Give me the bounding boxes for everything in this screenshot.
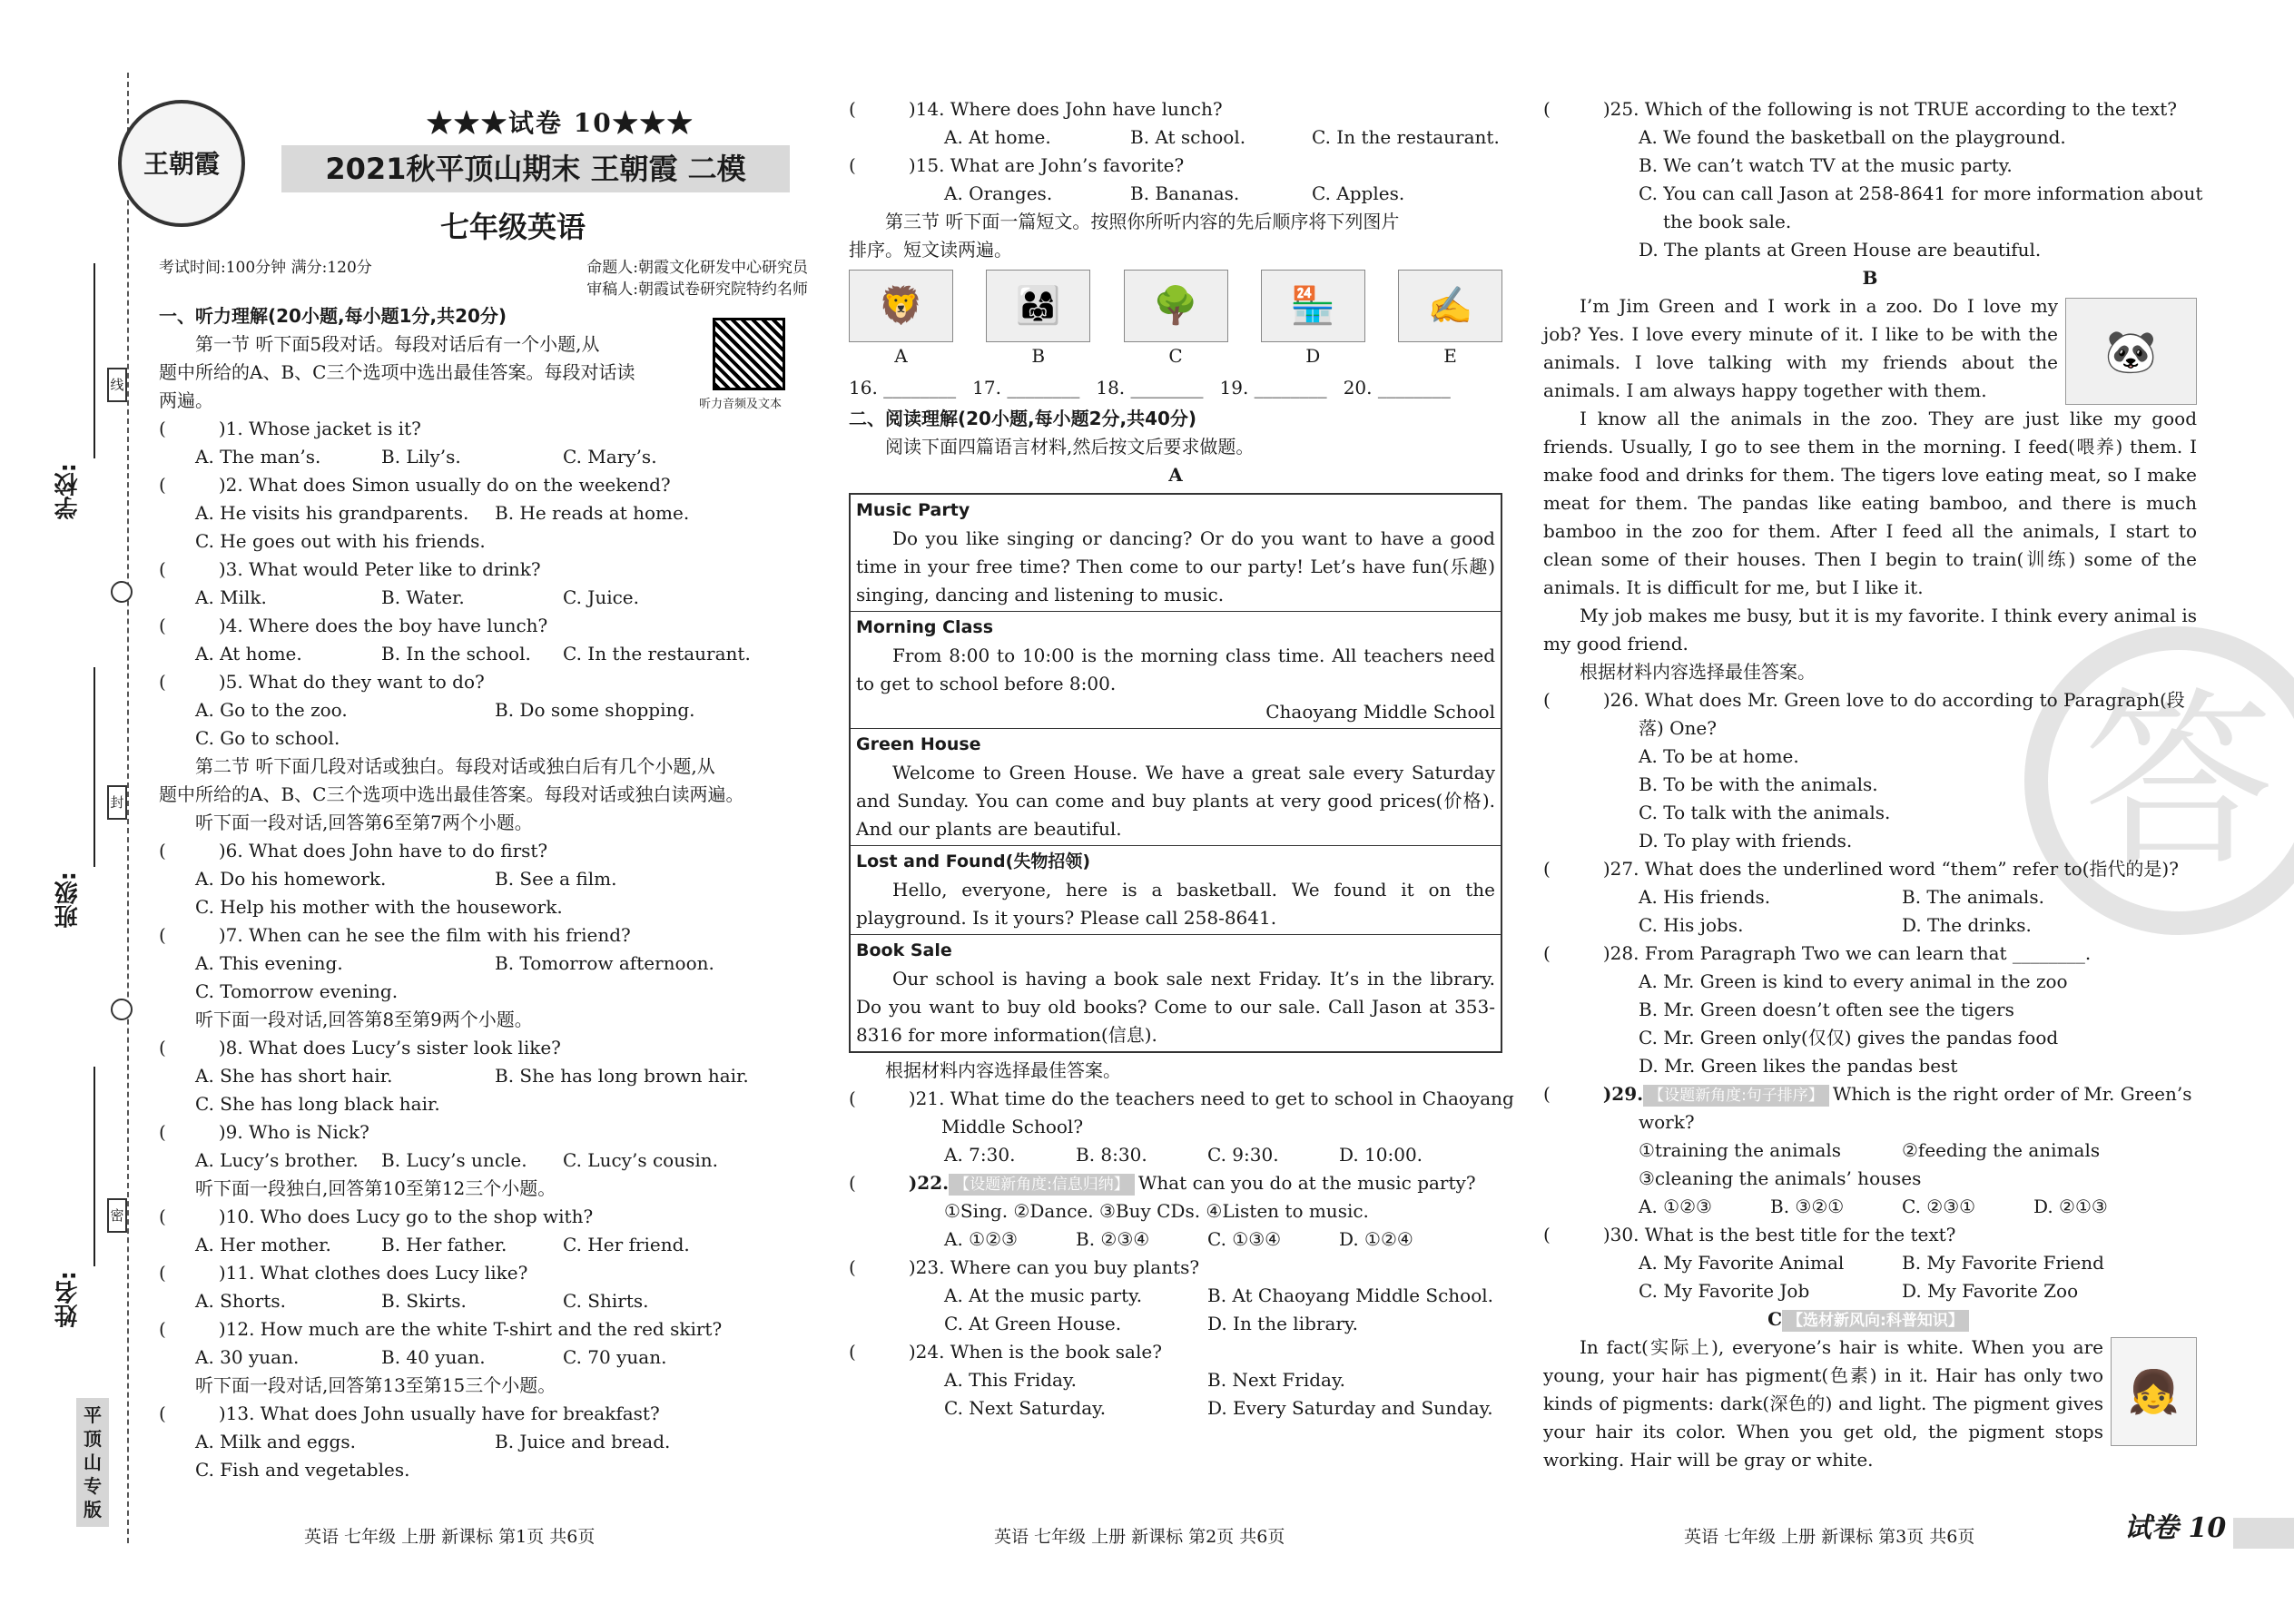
blank-17[interactable]: 17. ________ <box>972 377 1080 399</box>
options: A. She has short hair. B. She has long brown hair. <box>195 1065 749 1087</box>
qr-caption: 听力音频及文本 <box>699 398 783 411</box>
options: C. At Green House. D. In the library. <box>944 1313 1358 1334</box>
exam-banner-title: 2021秋平顶山期末 王朝霞 二模 <box>281 145 790 192</box>
blank-20[interactable]: 20. ________ <box>1343 377 1451 399</box>
column-3: ( )25. Which of the following is not TRUE according to the text? A. We found the basketball on the playground. B. We can’t watch TV at the music party. C. You can call Jason at 258-8641 for more information about the book sale. D. The plants at Green House are beautiful. B 🐼 I’m Jim Green and I work in a zoo. Do I love my job? Yes. I love every minute of it. I like to be with the animals. I love talking with my friends about the animals. I am always happy together with them. I know all the animals in the zoo. They are just like my good friends. Usually, I go to see them in the morning. I feed(喂养) them. I make food and drinks for them. The tigers love eating meat, so I make meat for them. The pandas like eating bamboo, and there is much bamboo in the zoo for them. After I feed all the animals, I start to clean some of their houses. Then I begin to train(训练) some of the animals. It is difficult for me, but I like it. My job makes me busy, but it is my favorite. I think every animal is my good friend. 根据材料内容选择最佳答案。 ( )26. What does Mr. Green love to do according to Paragraph(段 落) One? A. To be at home. B. To be with the animals. C. To talk with the animals. D. To play with friends. ( )27. What does the underlined word “them” refer to(指代的是)? A. His friends. B. The animals. C. His jobs. D. The drinks. ( )28. From Paragraph Two we can learn that ________. A. Mr. Green is kind to every animal in the zoo B. Mr. Green doesn’t often see the tigers C. Mr. Green only(仅仅) gives the pandas food D. Mr. Green likes the pandas best ( )29. 【设题新角度:句子排序】 Which is the right order of Mr. Green’s work? ①training the animals ②feeding the animals ③cleaning the animals’ houses A. ①②③ B. ③②① C. ②③① D. ②①③ ( )30. What is the best title for the text? A. My Favorite Animal B. My Favorite Friend C. My Favorite Job D. My Favorite Zoo C 【选材新风向:科普知识】 👧 In fact(实际上), everyone’s hair is white. When you are young, your hair has pigment(色素) in it. Hair has only two kinds of pigments: dark(深色的) and light. The pigment gives your hair its color. When you get old, the pigment stops working. Hair will be gray or white. <box>1543 95 2197 1474</box>
order-blanks <box>849 374 1502 405</box>
park-icon: 🌳 <box>1124 270 1228 342</box>
options: A. At home. B. At school. C. In the restaurant. <box>944 126 1500 148</box>
material-tag: 【选材新风向:科普知识】 <box>1782 1310 1969 1332</box>
question-12: ( )12. How much are the white T-shirt and the red skirt? <box>159 1318 723 1340</box>
passage-label: A <box>1168 464 1183 486</box>
paragraph: In fact(实际上), everyone’s hair is white. When you are young, your hair has pigment(色素) in it. Hair has only two kinds of pigments: dark(深色的) and light. The pigment gives your hair its color. When you get old, the pigment stops working. Hair will be gray or white. <box>1543 1336 2103 1471</box>
exam-info <box>159 257 808 300</box>
options: A. Her mother. B. Her father. C. Her friend. <box>195 1234 690 1255</box>
instruction: 阅读下面四篇语言材料,然后按文后要求做题。 <box>885 436 1255 458</box>
options: A. 30 yuan. B. 40 yuan. C. 70 yuan. <box>195 1346 667 1368</box>
passage-label-c: C 【选材新风向:科普知识】 <box>1543 1305 2197 1334</box>
notice-lost-found: Lost and Found(失物招领) Hello, everyone, here is a basketball. We found it on the playground. Is it yours? Please call 258-8641. <box>851 846 1501 935</box>
instruction: 题中所给的A、B、C三个选项中选出最佳答案。每段对话或独白读两遍。 <box>159 783 744 805</box>
question-22: ( )22. 【设题新角度:信息归纳】 What can you do at the music party? <box>849 1172 1476 1194</box>
notice-green-house: Green House Welcome to Green House. We have a great sale every Saturday and Sunday. You can come and buy plants at very good prices(价格). And our plants are beautiful. <box>851 729 1501 846</box>
options: A. The man’s. B. Lily’s. C. Mary’s. <box>195 446 657 468</box>
reviewer: 审稿人:朝霞试卷研究院特约名师 <box>586 281 808 299</box>
footer-page-2: 英语 七年级 上册 新课标 第2页 共6页 <box>994 1527 1285 1547</box>
author: 命题人:朝霞文化研发中心研究员 <box>586 259 808 277</box>
new-angle-tag: 【设题新角度:句子排序】 <box>1643 1085 1829 1107</box>
school-label: 学校: <box>54 463 82 520</box>
question-14: ( )14. Where does John have lunch? <box>849 98 1223 120</box>
section-heading: 一、听力理解(20小题,每小题1分,共20分) <box>159 305 507 327</box>
option[interactable]: C. Help his mother with the housework. <box>195 896 563 918</box>
options: A. At home. B. In the school. C. In the restaurant. <box>195 643 751 664</box>
options: A. This evening. B. Tomorrow afternoon. <box>195 952 714 974</box>
question-15: ( )15. What are John’s favorite? <box>849 154 1185 176</box>
binding-hole-icon <box>111 999 133 1020</box>
question-10: ( )10. Who does Lucy go to the shop with? <box>159 1206 594 1227</box>
question-23: ( )23. Where can you buy plants? <box>849 1256 1200 1278</box>
passage-b <box>1543 292 2197 658</box>
notice-music-party: Music Party Do you like singing or dancing? Or do you want to have a good time in your free time? Then come to our party! Let’s have fun(乐趣) singing, dancing and listening to music. <box>851 495 1501 612</box>
options: A. Go to the zoo. B. Do some shopping. <box>195 699 695 721</box>
options: A. This Friday. B. Next Friday. <box>944 1369 1345 1391</box>
instruction: 第一节 听下面5段对话。每段对话后有一个小题,从 <box>195 333 600 355</box>
picture-d: 🏪 D <box>1261 270 1365 374</box>
picture-e: ✍ E <box>1398 270 1502 374</box>
cut-line <box>127 73 129 1543</box>
paper-tag: 试卷 10 <box>2124 1512 2227 1544</box>
instruction: 题中所给的A、B、C三个选项中选出最佳答案。每段对话读 <box>159 361 635 383</box>
watermark-seal-icon: 答 <box>2024 626 2294 935</box>
seal-mark-dense: 密 <box>107 1198 127 1233</box>
blank-19[interactable]: 19. ________ <box>1219 377 1327 399</box>
question-13: ( )13. What does John usually have for breakfast? <box>159 1403 660 1424</box>
options: A. 7:30. B. 8:30. C. 9:30. D. 10:00. <box>944 1144 1423 1166</box>
paragraph: My job makes me busy, but it is my favorite. I think every animal is my good friend. <box>1543 605 2197 655</box>
tag-bar <box>2233 1518 2294 1549</box>
options: A. My Favorite Animal B. My Favorite Friend <box>1639 1252 2104 1274</box>
passage-c <box>1543 1334 2197 1474</box>
writing-girl-icon: ✍ <box>1398 270 1502 342</box>
paragraph: I know all the animals in the zoo. They are just like my good friends. Usually, I go to see them in the morning. I feed(喂养) them. I make food and drinks for them. The tigers love eating meat, so I make meat for them. The pandas like eating bamboo, and there is much bamboo in the zoo for them. After I feed all the animals, I start to clean some of their houses. Then I begin to train(训练) some of the animals. It is difficult for me, but I like it. <box>1543 408 2197 598</box>
blank-18[interactable]: 18. ________ <box>1096 377 1204 399</box>
option[interactable]: C. Tomorrow evening. <box>195 980 399 1002</box>
question-3: ( )3. What would Peter like to drink? <box>159 558 541 580</box>
passage-label: B <box>1862 267 1878 289</box>
option[interactable]: C. Fish and vegetables. <box>195 1459 410 1481</box>
question-11: ( )11. What clothes does Lucy like? <box>159 1262 528 1284</box>
edition-badge: 平顶山专版 <box>76 1398 109 1527</box>
blank-16[interactable]: 16. ________ <box>849 377 957 399</box>
instruction: 根据材料内容选择最佳答案。 <box>885 1059 1121 1081</box>
class-label: 班级: <box>54 871 82 929</box>
question-5: ( )5. What do they want to do? <box>159 671 485 693</box>
seal-mark-seal: 封 <box>107 785 127 820</box>
option[interactable]: C. She has long black hair. <box>195 1093 440 1115</box>
instruction: 两遍。 <box>159 389 213 411</box>
option[interactable]: C. He goes out with his friends. <box>195 530 486 552</box>
instruction: 听下面一段独白,回答第10至第12三个小题。 <box>195 1177 556 1199</box>
instruction: 听下面一段对话,回答第6至第7两个小题。 <box>195 812 533 833</box>
order-items: ①training the animals ②feeding the animals <box>1639 1139 2101 1161</box>
name-label: 姓名: <box>54 1271 82 1328</box>
options: A. ①②③ B. ③②① C. ②③① D. ②①③ <box>1639 1196 2108 1217</box>
school-field[interactable] <box>94 263 95 458</box>
instruction: 根据材料内容选择最佳答案。 <box>1580 661 1816 683</box>
section-heading: 二、阅读理解(20小题,每小题2分,共40分) <box>849 408 1197 429</box>
binding-hole-icon <box>111 581 133 603</box>
question-9: ( )9. Who is Nick? <box>159 1121 369 1143</box>
picture-b: 👨‍👩‍👧 B <box>986 270 1090 374</box>
question-1: ( )1. Whose jacket is it? <box>159 418 421 439</box>
instruction: 听下面一段对话,回答第8至第9两个小题。 <box>195 1009 533 1030</box>
question-29: ( )29. 【设题新角度:句子排序】 Which is the right order of Mr. Green’s <box>1543 1083 2192 1105</box>
picture-a: 🦁 A <box>849 270 953 374</box>
notice-morning-class: Morning Class From 8:00 to 10:00 is the morning class time. All teachers need to get to school before 8:00. Chaoyang Middle School <box>851 612 1501 729</box>
exam-time: 考试时间:100分钟 满分:120分 <box>159 259 372 277</box>
question-30: ( )30. What is the best title for the text? <box>1543 1224 1956 1245</box>
footer-page-1: 英语 七年级 上册 新课标 第1页 共6页 <box>304 1527 596 1547</box>
options: A. Milk and eggs. B. Juice and bread. <box>195 1431 671 1452</box>
options: A. Shorts. B. Skirts. C. Shirts. <box>195 1290 649 1312</box>
question-6: ( )6. What does John have to do first? <box>159 840 548 861</box>
class-field[interactable] <box>94 667 95 867</box>
question-4: ( )4. Where does the boy have lunch? <box>159 615 548 636</box>
instruction: 第三节 听下面一篇短文。按照你所听内容的先后顺序将下列图片 <box>885 211 1400 232</box>
options: C. My Favorite Job D. My Favorite Zoo <box>1639 1280 2079 1302</box>
shop-icon: 🏪 <box>1261 270 1365 342</box>
question-21: ( )21. What time do the teachers need to get to school in Chaoyang <box>849 1088 1514 1109</box>
instruction: 第二节 听下面几段对话或独白。每段对话或独白后有几个小题,从 <box>195 755 715 777</box>
instruction: 听下面一段对话,回答第13至第15三个小题。 <box>195 1374 556 1396</box>
girl-icon: 👧 <box>2111 1337 2197 1446</box>
options: C. His jobs. D. The drinks. <box>1639 914 2032 936</box>
binding-strip <box>0 0 136 1624</box>
question-28: ( )28. From Paragraph Two we can learn that ________. <box>1543 942 2092 964</box>
instruction: 排序。短文读两遍。 <box>849 239 1012 261</box>
name-field[interactable] <box>94 1067 95 1266</box>
notice-board <box>849 493 1502 1053</box>
column-2: ( )14. Where does John have lunch? A. At home. B. At school. C. In the restaurant. ( )15. What are John’s favorite? A. Oranges. B. Bananas. C. Apples. 第三节 听下面一篇短文。按照你所听内容的先后顺序将下列图片 排序。短文读两遍。 🦁 A 👨‍👩‍👧 B 🌳 C 🏪 D ✍ E 16. ________ 17. ________ 18. ________ 19. ________ 20. ________ 二、阅读理解(20小题,每小题2分,共40分) 阅读下面四篇语言材料,然后按文后要求做题。 A Music Party Do you like singing or dancing? Or do you want to have a good time in your free time? Then come to our party! Let’s have fun(乐趣) singing, dancing and listening to music. Morning Class From 8:00 to 10:00 is the morning class time. All teachers need to get to school before 8:00. Chaoyang Middle School Green House Welcome to Green House. We have a great sale every Saturday and Sunday. You can come and buy plants at very good prices(价格). And our plants are beautiful. Lost and Found(失物招领) Hello, everyone, here is a basketball. We found it on the playground. Is it yours? Please call 258-8641. Book Sale Our school is having a book sale next Friday. It’s in the library. Do you want to buy old books? Come to our sale. Call Jason at 353-8316 for more information(信息). 根据材料内容选择最佳答案。 ( )21. What time do the teachers need to get to school in Chaoyang Middle School? A. 7:30. B. 8:30. C. 9:30. D. 10:00. ( )22. 【设题新角度:信息归纳】 What can you do at the music party? ①Sing. ②Dance. ③Buy CDs. ④Listen to music. A. ①②③ B. ②③④ C. ①③④ D. ①②④ ( )23. Where can you buy plants? A. At the music party. B. At Chaoyang Middle School. C. At Green House. D. In the library. ( )24. When is the book sale? A. This Friday. B. Next Friday. C. Next Saturday. D. Every Saturday and Sunday. <box>849 95 1502 1422</box>
column-1 <box>159 302 808 1484</box>
options: C. Next Saturday. D. Every Saturday and Sunday. <box>944 1397 1493 1419</box>
question-27: ( )27. What does the underlined word “them” refer to(指代的是)? <box>1543 858 2179 880</box>
options: A. Milk. B. Water. C. Juice. <box>195 586 639 608</box>
lion-icon: 🦁 <box>849 270 953 342</box>
paper-number-badge: ★★★试卷 10★★★ <box>427 108 694 138</box>
options: A. ①②③ B. ②③④ C. ①③④ D. ①②④ <box>944 1228 1413 1250</box>
zoo-keeper-icon: 🐼 <box>2065 298 2197 405</box>
options: A. Do his homework. B. See a film. <box>195 868 617 890</box>
question-25: ( )25. Which of the following is not TRUE according to the text? <box>1543 98 2177 120</box>
options: A. Lucy’s brother. B. Lucy’s uncle. C. Lucy’s cousin. <box>195 1149 718 1171</box>
question-2: ( )2. What does Simon usually do on the weekend? <box>159 474 671 496</box>
options: A. His friends. B. The animals. <box>1639 886 2044 908</box>
footer-page-3: 英语 七年级 上册 新课标 第3页 共6页 <box>1684 1527 1975 1547</box>
options: A. He visits his grandparents. B. He reads at home. <box>195 502 690 524</box>
brand-logo: 王朝霞 <box>118 100 245 227</box>
question-8: ( )8. What does Lucy’s sister look like? <box>159 1037 561 1058</box>
paragraph: I’m Jim Green and I work in a zoo. Do I love my job? Yes. I love every minute of it. I like to be with the animals. I love talking with my friends about the animals. I am always happy together with them. <box>1543 295 2058 401</box>
subject-title: 七年级英语 <box>440 210 586 244</box>
picture-row <box>849 270 1502 374</box>
options: A. At the music party. B. At Chaoyang Middle School. <box>944 1284 1493 1306</box>
option[interactable]: C. Go to school. <box>195 727 340 749</box>
question-7: ( )7. When can he see the film with his friend? <box>159 924 631 946</box>
picture-c: 🌳 C <box>1124 270 1228 374</box>
options: A. Oranges. B. Bananas. C. Apples. <box>944 182 1405 204</box>
seal-mark-line: 线 <box>107 368 127 402</box>
family-icon: 👨‍👩‍👧 <box>986 270 1090 342</box>
new-angle-tag: 【设题新角度:信息归纳】 <box>949 1174 1135 1196</box>
question-26: ( )26. What does Mr. Green love to do according to Paragraph(段 <box>1543 689 2185 711</box>
question-24: ( )24. When is the book sale? <box>849 1341 1162 1363</box>
notice-book-sale: Book Sale Our school is having a book sale next Friday. It’s in the library. Do you want to buy old books? Come to our sale. Call Jason at 353-8316 for more information(信息). <box>856 940 1495 1046</box>
